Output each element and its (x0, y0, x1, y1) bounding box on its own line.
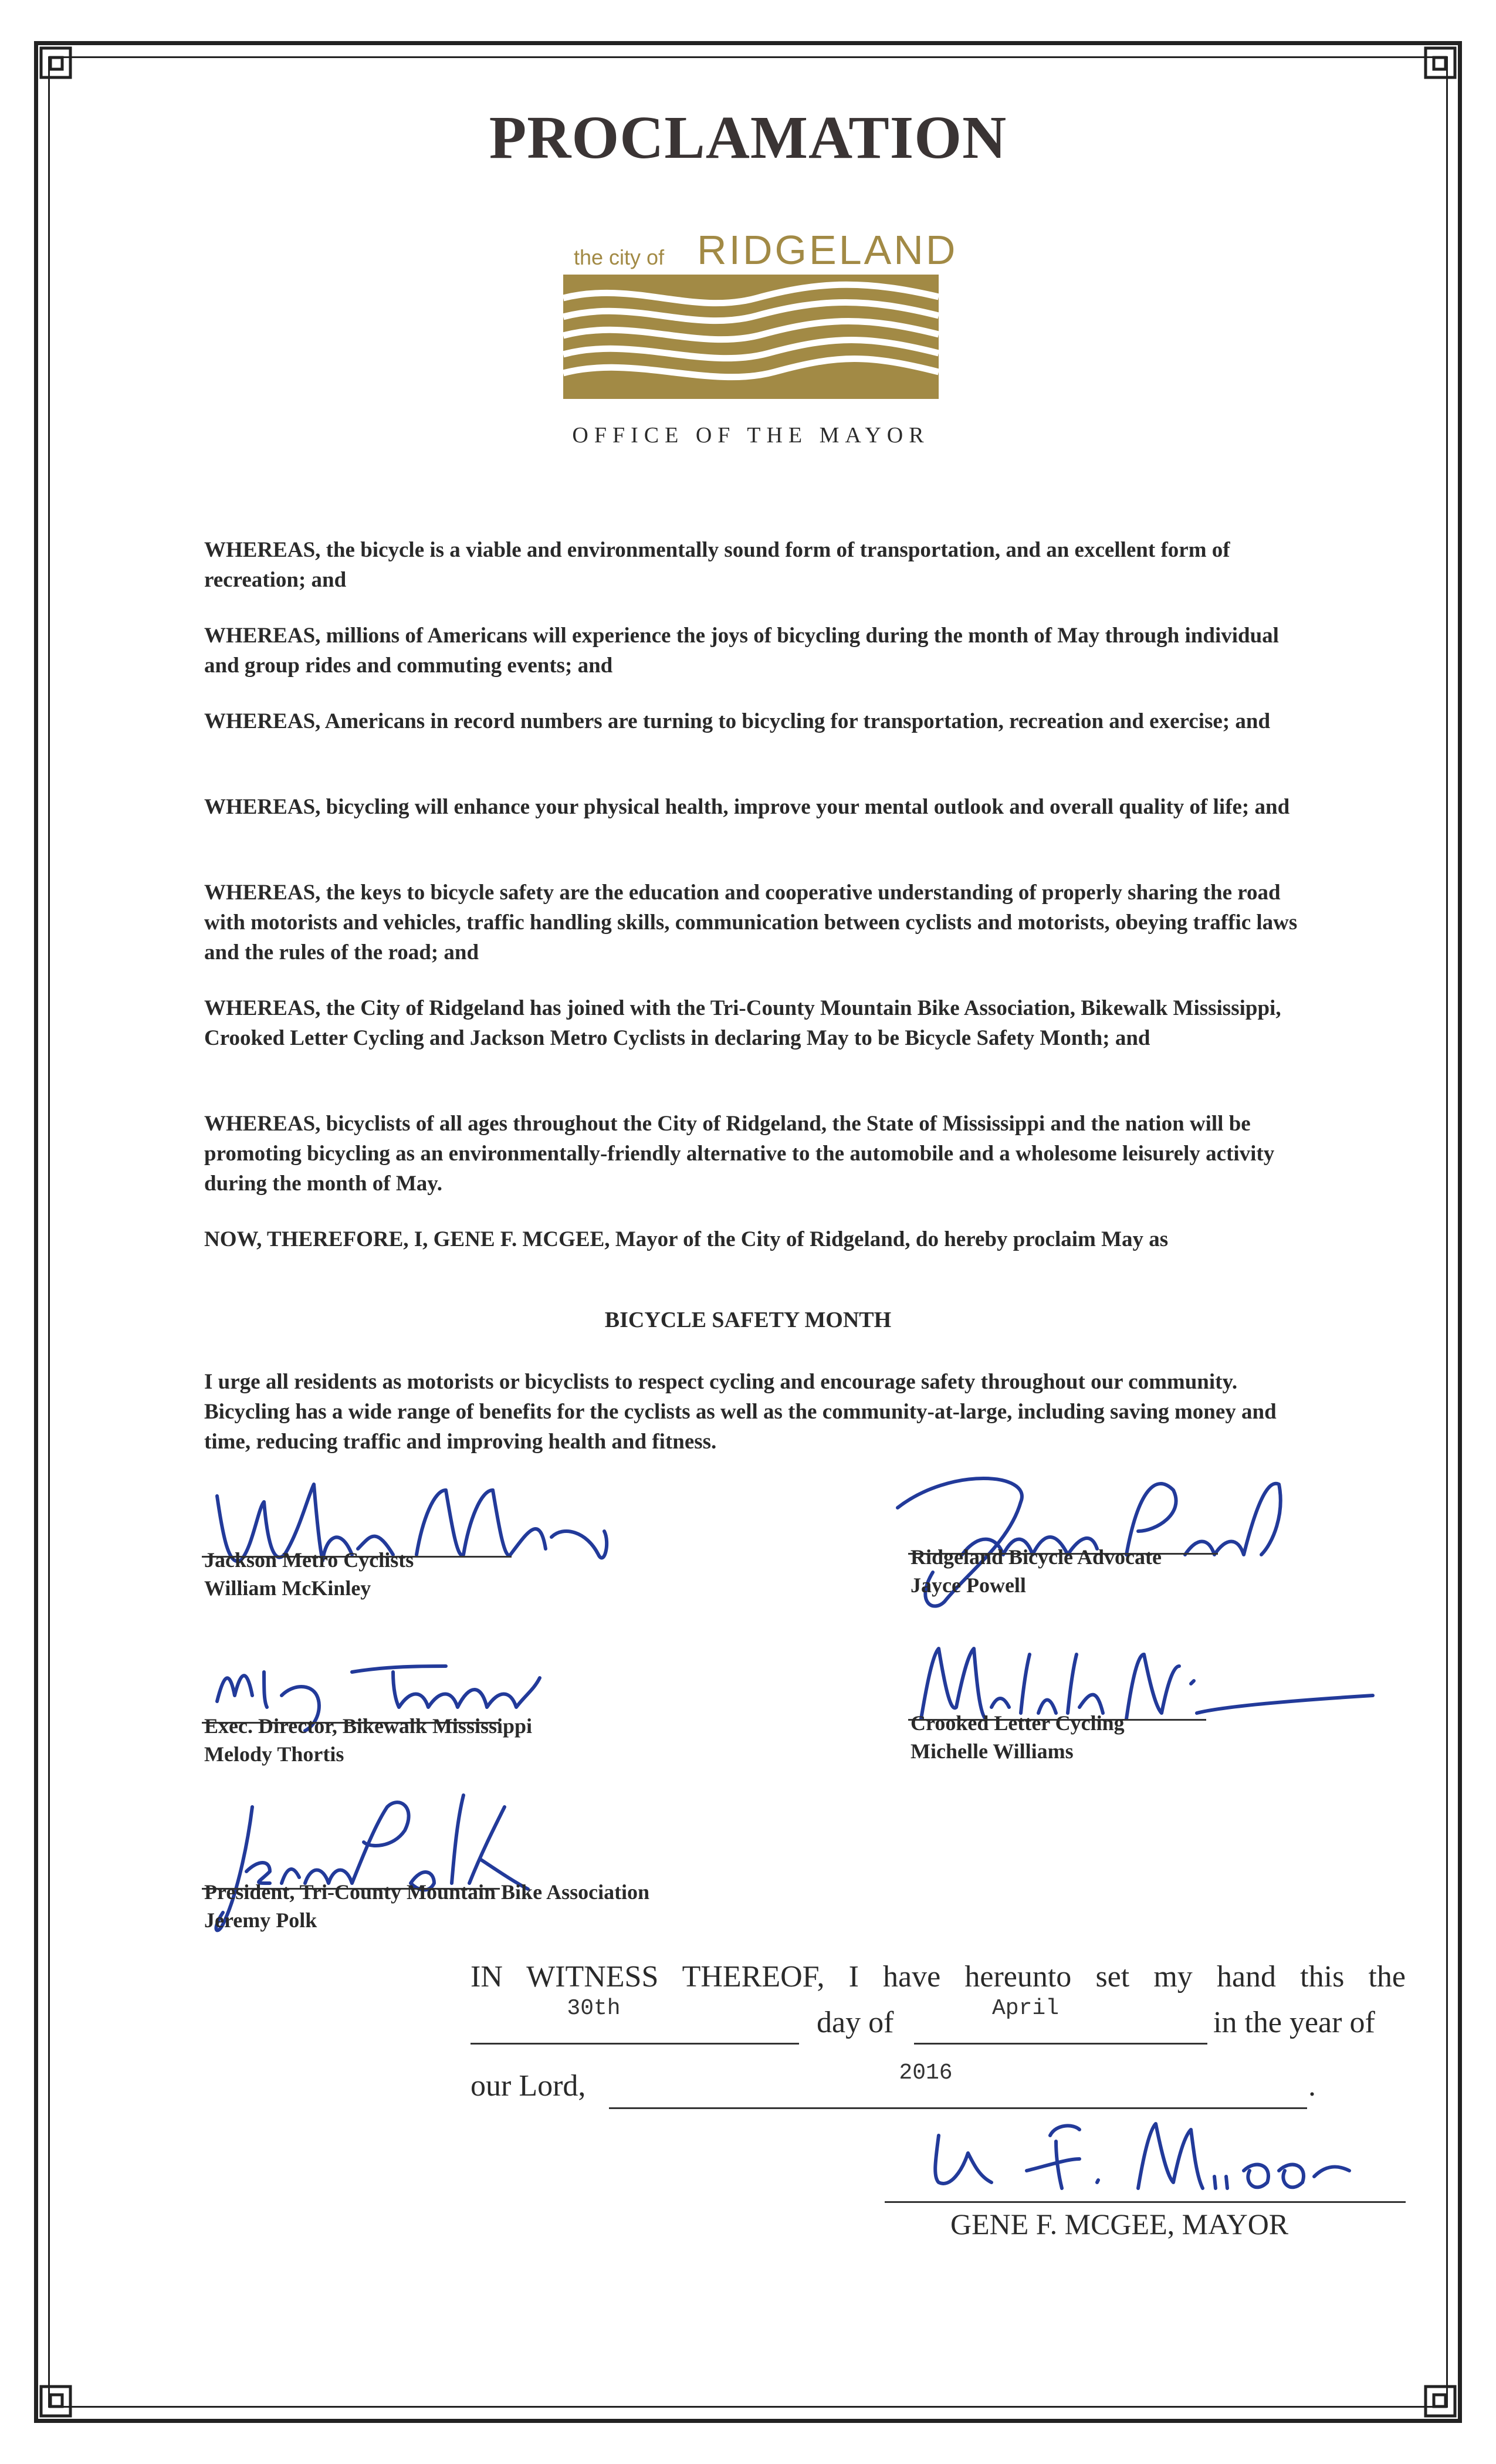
signatory-name: Jayce Powell (911, 1573, 1026, 1597)
whereas-paragraph: WHEREAS, Americans in record numbers are turning to bicycling for transportation, recreation and exercise; and (204, 709, 1271, 733)
signatory-title: Crooked Letter Cycling (911, 1711, 1125, 1735)
signatory-title: Ridgeland Bicycle Advocate (911, 1545, 1162, 1569)
mayor-name: GENE F. MCGEE, MAYOR (950, 2208, 1289, 2240)
year-value: 2016 (899, 2060, 953, 2086)
whereas-paragraph: WHEREAS, bicycling will enhance your physical health, improve your mental outlook and overall quality of life; and (204, 795, 1290, 819)
whereas-paragraph: WHEREAS, bicyclists of all ages throughout the City of Ridgeland, the State of Mississippi and the nation will be promoting bicycling as an environmentally-friendly alternative to the automobile and a wholesome leisurely activity during the month of May. (204, 1112, 1275, 1196)
logo-wordmark (563, 227, 958, 273)
signatory-name: Melody Thortis (204, 1742, 344, 1766)
whereas-paragraph: WHEREAS, millions of Americans will experience the joys of bicycling during the month of May through individual and group rides and commuting events; and (204, 624, 1279, 678)
whereas-paragraph: WHEREAS, the bicycle is a viable and environmentally sound form of transportation, and an excellent form of recreation; and (204, 538, 1230, 592)
month-value: April (991, 1996, 1060, 2021)
corner-ornament-top-left (34, 41, 93, 100)
signature-line (885, 2201, 1406, 2203)
signatory-title: Exec. Director, Bikewalk Mississippi (204, 1714, 533, 1738)
day-blank (471, 2043, 799, 2045)
signatory-name: Michelle Williams (911, 1739, 1074, 1763)
whereas-paragraph: WHEREAS, the keys to bicycle safety are the education and cooperative understanding of properly sharing the road with motorists and vehicles, traffic handling skills, communication between cyclists and motorists, obeying traffic laws and the rules of the road; and (204, 881, 1298, 964)
month-blank (914, 2043, 1207, 2045)
whereas-paragraph: WHEREAS, the City of Ridgeland has joined with the Tri-County Mountain Bike Association, Bikewalk Mississippi, Crooked Letter Cycling and Jackson Metro Cyclists in declaring May to be Bicycle Safety Month; and (204, 996, 1281, 1050)
corner-ornament-top-right (1403, 41, 1462, 100)
page-title: PROCLAMATION (489, 104, 1007, 171)
day-of-label: day of (817, 2006, 894, 2039)
period: . (1308, 2069, 1316, 2103)
in-the-year-of-label: in the year of (1213, 2006, 1375, 2039)
proclaimed-month-heading: BICYCLE SAFETY MONTH (604, 1308, 892, 1332)
witness-statement: IN WITNESS THEREOF, I have hereunto set my hand this the (471, 1960, 1406, 1993)
signatory-name: Jeremy Polk (204, 1908, 317, 1932)
day-value: 30th (567, 1996, 621, 2021)
signatory-title: President, Tri-County Mountain Bike Association (204, 1880, 650, 1904)
corner-ornament-bottom-left (34, 2364, 93, 2423)
logo-city-name: RIDGELAND (697, 227, 958, 273)
city-logo (563, 227, 958, 452)
signatory-name: William McKinley (204, 1576, 371, 1600)
logo-waves-icon (563, 275, 939, 399)
signatory-title: Jackson Metro Cyclists (204, 1548, 414, 1572)
logo-prefix: the city of (574, 245, 665, 269)
closing-paragraph: I urge all residents as motorists or bicyclists to respect cycling and encourage safety throughout our community. Bicycling has a wide range of benefits for the cyclists as well as the community-at-large, including saving money and time, reducing traffic and improving health and fitness. (204, 1370, 1277, 1454)
office-of-the-mayor: OFFICE OF THE MAYOR (572, 423, 930, 448)
proclaim-paragraph: NOW, THEREFORE, I, GENE F. MCGEE, Mayor of the City of Ridgeland, do hereby proclaim May as (204, 1227, 1169, 1251)
signature-mayor-icon (915, 2100, 1379, 2206)
our-lord-label: our Lord, (471, 2069, 586, 2103)
corner-ornament-bottom-right (1403, 2364, 1462, 2423)
